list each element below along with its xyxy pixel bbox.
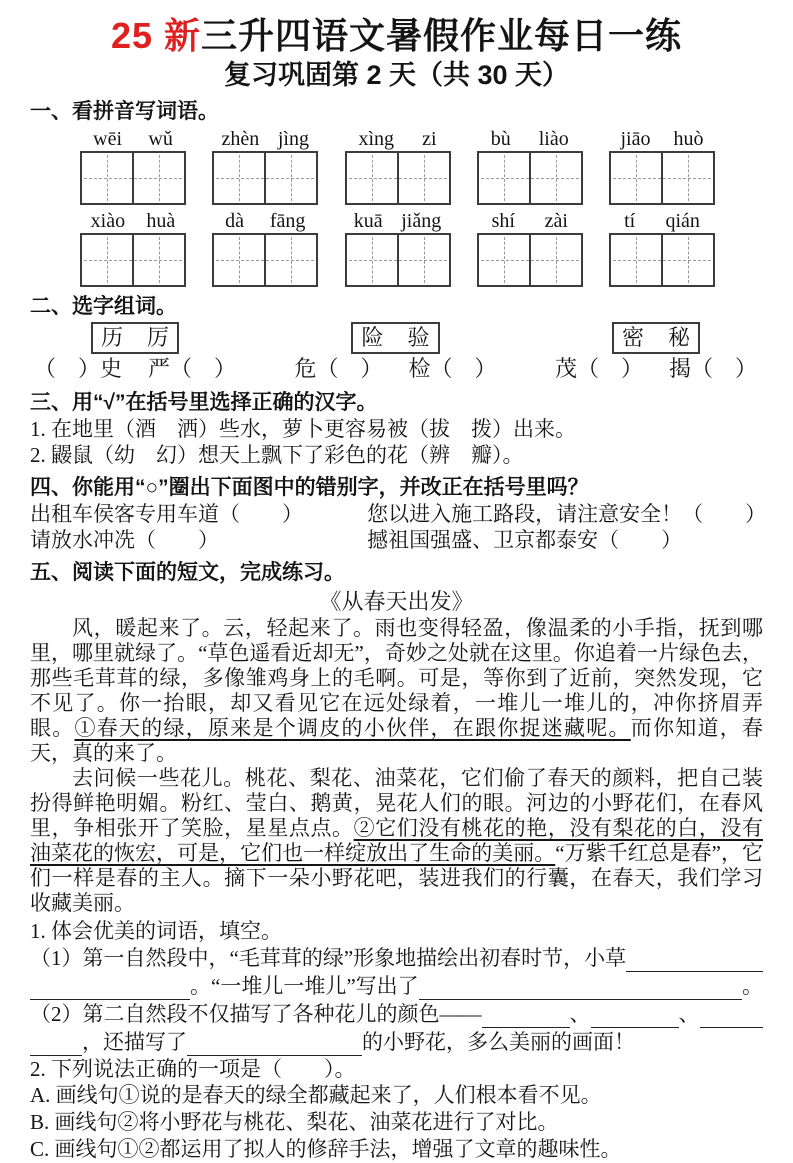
pinyin-row-1	[30, 127, 763, 205]
answer-blank	[419, 976, 742, 1000]
pinyin-syllable: zhèn	[221, 128, 260, 150]
page-subtitle: 复习巩固第 2 天（共 30 天）	[223, 60, 570, 90]
passage-paragraph-1: 风，暖起来了。云，轻起来了。雨也变得轻盈，像温柔的小手指，抚到哪里，哪里就绿了。“草色遥看近却无”，奇妙之处就在这里。你追着一片绿色去，那些毛茸茸的绿，多像雏鸡身上的毛啊。可是，等你到了近前，突然发现，它不见了。你一抬眼，却又看见它在远处绿着，一堆儿一堆儿的，冲你挤眉弄眼。①春天的绿，原来是个调皮的小伙伴，在跟你捉迷藏呢。而你知道，春天，真的来了。	[30, 616, 763, 765]
question-1-1-line-1: （1）第一自然段中，“毛茸茸的绿”形象地描绘出初春时节，小草	[30, 944, 763, 972]
pinyin-group	[477, 127, 583, 205]
pinyin-syllable: jiāo	[620, 128, 651, 150]
pinyin-syllable: huà	[146, 210, 176, 232]
pinyin-group	[212, 209, 318, 287]
answer-blank	[591, 1004, 679, 1028]
question-2-option-a: A. 画线句①说的是春天的绿全都藏起来了，人们根本看不见。	[30, 1083, 602, 1107]
sign-text: 您以进入施工路段，请注意安全！（ ）	[367, 502, 767, 526]
sign-text: 请放水冲冼（ ）	[30, 528, 219, 552]
pinyin-group	[477, 209, 583, 287]
pinyin-syllable: kuā	[353, 210, 383, 232]
section-3	[30, 389, 763, 468]
section-3-heading: 三、用“√”在括号里选择正确的汉字。	[30, 391, 378, 414]
pinyin-syllable: wǔ	[148, 128, 173, 150]
writing-grid	[477, 151, 583, 205]
word-blank: 揭（ ）	[668, 356, 757, 381]
pinyin-group	[609, 127, 715, 205]
pinyin-syllable: bù	[490, 128, 511, 150]
choose-group	[34, 322, 236, 383]
question-2-stem: 2. 下列说法正确的一项是（ ）。	[30, 1057, 356, 1081]
answer-blank	[700, 1004, 764, 1028]
pinyin-group	[80, 127, 186, 205]
character-choice-box: 历 厉	[91, 322, 179, 354]
pinyin-group	[80, 209, 186, 287]
typo-sign-grid	[30, 501, 767, 553]
section-1	[30, 98, 763, 287]
pinyin-syllable: qián	[665, 210, 700, 232]
pinyin-syllable: zi	[422, 128, 437, 150]
page-title-red: 25 新	[110, 15, 202, 56]
choose-group	[555, 322, 757, 383]
passage-paragraph-2: 去问候一些花儿。桃花、梨花、油菜花，它们偷了春天的颜料，把自己装扮得鲜艳明媚。粉红、莹白、鹅黄，晃花人们的眼。河边的小野花们，在春风里，争相张开了笑脸，星星点点。②它们没有桃花的艳，没有梨花的白，没有油菜花的恢宏，可是，它们也一样绽放出了生命的美丽。“万紫千红总是春”，它们一样是春的主人。摘下一朵小野花吧，装进我们的行囊，在春天，我们学习收藏美丽。	[30, 766, 764, 915]
section-4-heading: 四、你能用“○”圈出下面图中的错别字，并改正在括号里吗？	[30, 476, 589, 499]
question-1-2-line-1: （2）第二自然段不仅描写了各种花儿的颜色—— 、 、	[30, 1000, 763, 1028]
section-5-heading: 五、阅读下面的短文，完成练习。	[30, 561, 345, 584]
pinyin-syllable: jìng	[277, 128, 309, 150]
answer-blank	[626, 948, 763, 972]
section-4	[30, 474, 767, 553]
exercise-sentence: 2. 鼹鼠（幼 幻）想天上飘下了彩色的花（辨 瓣）。	[30, 443, 524, 467]
writing-grid	[609, 233, 715, 287]
pinyin-syllable: jiǎng	[401, 210, 442, 232]
choose-word-row	[30, 322, 763, 383]
pinyin-group	[345, 209, 451, 287]
answer-blank	[30, 1032, 82, 1056]
exercise-sentence: 1. 在地里（酒 洒）些水，萝卜更容易被（拔 拨）出来。	[30, 417, 576, 441]
writing-grid	[609, 151, 715, 205]
page-title	[30, 14, 763, 58]
section-1-heading: 一、看拼音写词语。	[30, 100, 219, 123]
pinyin-syllable: shí	[491, 210, 515, 232]
writing-grid	[345, 151, 451, 205]
underlined-sentence-2: ②它们没有桃花的艳，没有梨花的白，没有油菜花的恢宏，可是，它们也一样绽放出了生命的美丽。	[30, 816, 764, 865]
sign-text: 撼祖国强盛、卫京都泰安（ ）	[367, 528, 683, 552]
pinyin-syllable: tí	[624, 210, 636, 232]
underlined-sentence-1: ①春天的绿，原来是个调皮的小伙伴，在跟你捉迷藏呢。	[74, 716, 631, 740]
question-1-stem: 1. 体会优美的词语，填空。	[30, 919, 282, 943]
pinyin-syllable: zài	[544, 210, 568, 232]
answer-blank	[187, 1032, 362, 1056]
section-2	[30, 293, 763, 383]
question-2-option-b: B. 画线句②将小野花与桃花、梨花、油菜花进行了对比。	[30, 1110, 559, 1134]
worksheet-page	[30, 14, 767, 1163]
character-choice-box: 险 验	[351, 322, 439, 354]
writing-grid	[477, 233, 583, 287]
sign-text: 出租车侯客专用车道（ ）	[30, 502, 303, 526]
passage-title: 《从春天出发》	[319, 589, 474, 614]
pinyin-syllable: wēi	[93, 128, 123, 150]
section-2-heading: 二、选字组词。	[30, 295, 177, 318]
question-1-1-line-2: 。“一堆儿一堆儿”写出了 。	[30, 972, 763, 1000]
pinyin-syllable: dà	[225, 210, 245, 232]
question-1-2-line-2: ，还描写了 的小野花，多么美丽的画面！	[30, 1028, 763, 1056]
pinyin-group	[212, 127, 318, 205]
word-blank: 检（ ）	[408, 356, 497, 381]
word-blank: （ ）史	[34, 356, 123, 381]
pinyin-syllable: xìng	[358, 128, 395, 150]
character-choice-box: 密 秘	[612, 322, 700, 354]
pinyin-syllable: liào	[538, 128, 569, 150]
writing-grid	[212, 151, 318, 205]
answer-blank	[30, 976, 190, 1000]
section-5	[30, 559, 763, 1163]
writing-grid	[80, 233, 186, 287]
answer-blank	[482, 1004, 570, 1028]
word-blank: 严（ ）	[148, 356, 237, 381]
writing-grid	[345, 233, 451, 287]
writing-grid	[212, 233, 318, 287]
choose-group	[294, 322, 496, 383]
pinyin-group	[609, 209, 715, 287]
pinyin-syllable: xiào	[90, 210, 126, 232]
pinyin-syllable: huò	[673, 128, 704, 150]
word-blank: 危（ ）	[294, 356, 383, 381]
pinyin-syllable: fāng	[269, 210, 306, 232]
pinyin-group	[345, 127, 451, 205]
writing-grid	[80, 151, 186, 205]
page-title-black: 三升四语文暑假作业每日一练	[201, 15, 683, 56]
question-2-option-c: C. 画线句①②都运用了拟人的修辞手法，增强了文章的趣味性。	[30, 1137, 622, 1161]
word-blank: 茂（ ）	[554, 356, 643, 381]
pinyin-row-2	[30, 209, 763, 287]
